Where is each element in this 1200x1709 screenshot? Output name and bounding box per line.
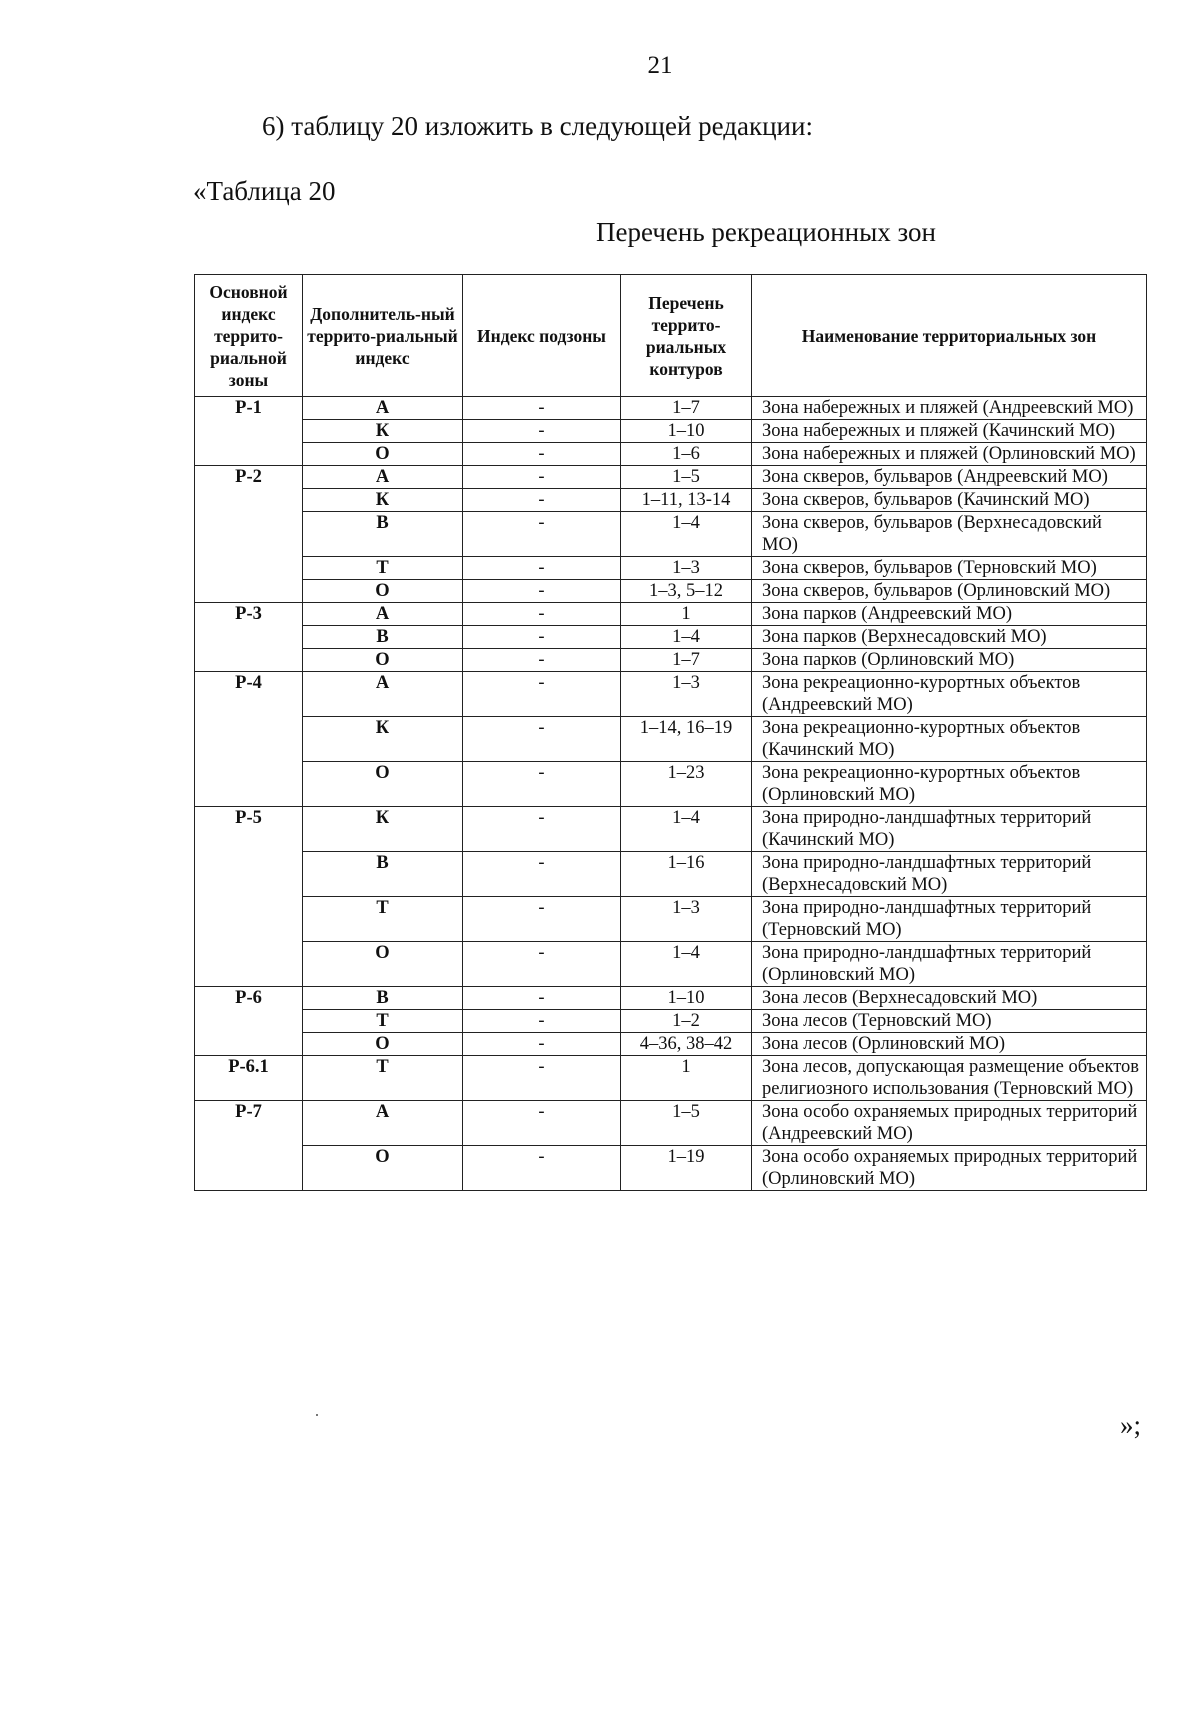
table-row [195, 489, 1147, 512]
contours-cell: 1 [621, 603, 752, 626]
zone-name-cell: Зона набережных и пляжей (Орлиновский МО) [752, 443, 1147, 466]
contours-cell: 1–11, 13-14 [621, 489, 752, 512]
subzone-index-cell: - [463, 580, 621, 603]
extra-index-cell: А [303, 1101, 463, 1146]
table-row [195, 603, 1147, 626]
zone-name-cell: Зона рекреационно-курортных объектов (Андреевский МО) [752, 672, 1147, 717]
zone-name-cell: Зона природно-ландшафтных территорий (Терновский МО) [752, 897, 1147, 942]
zone-name-cell: Зона лесов, допускающая размещение объектов религиозного использования (Терновский МО) [752, 1056, 1147, 1101]
zone-name-cell: Зона парков (Орлиновский МО) [752, 649, 1147, 672]
subzone-index-cell: - [463, 512, 621, 557]
extra-index-cell: В [303, 852, 463, 897]
closing-quote: »; [1120, 1410, 1142, 1440]
contours-cell: 4–36, 38–42 [621, 1033, 752, 1056]
extra-index-cell: Т [303, 1056, 463, 1101]
table-row [195, 897, 1147, 942]
extra-index-cell: К [303, 717, 463, 762]
table-body [195, 397, 1147, 1191]
subzone-index-cell: - [463, 466, 621, 489]
extra-index-cell: К [303, 420, 463, 443]
header-main-index: Основной индекс террито-риальной зоны [195, 275, 303, 397]
main-index-cell: Р-5 [195, 807, 303, 987]
scan-speck [316, 1414, 318, 1416]
header-zone-name: Наименование территориальных зон [752, 275, 1147, 397]
main-index-cell: Р-4 [195, 672, 303, 807]
contours-cell: 1–3 [621, 897, 752, 942]
table-title: Перечень рекреационных зон [596, 217, 936, 247]
zone-name-cell: Зона парков (Верхнесадовский МО) [752, 626, 1147, 649]
main-index-cell: Р-1 [195, 397, 303, 466]
extra-index-cell: А [303, 466, 463, 489]
contours-cell: 1–3 [621, 557, 752, 580]
table-row [195, 397, 1147, 420]
subzone-index-cell: - [463, 626, 621, 649]
zone-name-cell: Зона лесов (Терновский МО) [752, 1010, 1147, 1033]
table-caption: «Таблица 20 [193, 176, 336, 206]
subzone-index-cell: - [463, 807, 621, 852]
zone-name-cell: Зона парков (Андреевский МО) [752, 603, 1147, 626]
subzone-index-cell: - [463, 1033, 621, 1056]
zone-name-cell: Зона скверов, бульваров (Орлиновский МО) [752, 580, 1147, 603]
table-row [195, 672, 1147, 717]
zone-name-cell: Зона особо охраняемых природных территорий (Орлиновский МО) [752, 1146, 1147, 1191]
zone-name-cell: Зона рекреационно-курортных объектов (Качинский МО) [752, 717, 1147, 762]
main-index-cell: Р-6 [195, 987, 303, 1056]
table-row [195, 1101, 1147, 1146]
subzone-index-cell: - [463, 420, 621, 443]
contours-cell: 1–4 [621, 942, 752, 987]
subzone-index-cell: - [463, 987, 621, 1010]
table-row [195, 420, 1147, 443]
contours-cell: 1–5 [621, 1101, 752, 1146]
extra-index-cell: О [303, 649, 463, 672]
table-row [195, 466, 1147, 489]
extra-index-cell: К [303, 489, 463, 512]
table-row [195, 717, 1147, 762]
zone-name-cell: Зона скверов, бульваров (Андреевский МО) [752, 466, 1147, 489]
contours-cell: 1–2 [621, 1010, 752, 1033]
subzone-index-cell: - [463, 603, 621, 626]
extra-index-cell: О [303, 443, 463, 466]
table-row [195, 443, 1147, 466]
zone-name-cell: Зона природно-ландшафтных территорий (Верхнесадовский МО) [752, 852, 1147, 897]
table-row [195, 852, 1147, 897]
zone-name-cell: Зона скверов, бульваров (Качинский МО) [752, 489, 1147, 512]
zone-name-cell: Зона скверов, бульваров (Верхнесадовский МО) [752, 512, 1147, 557]
main-index-cell: Р-7 [195, 1101, 303, 1191]
extra-index-cell: В [303, 987, 463, 1010]
table-header-row [195, 275, 1147, 397]
zone-name-cell: Зона рекреационно-курортных объектов (Орлиновский МО) [752, 762, 1147, 807]
subzone-index-cell: - [463, 672, 621, 717]
zone-name-cell: Зона лесов (Орлиновский МО) [752, 1033, 1147, 1056]
extra-index-cell: К [303, 807, 463, 852]
contours-cell: 1–19 [621, 1146, 752, 1191]
zone-name-cell: Зона скверов, бульваров (Терновский МО) [752, 557, 1147, 580]
zone-name-cell: Зона набережных и пляжей (Андреевский МО) [752, 397, 1147, 420]
subzone-index-cell: - [463, 443, 621, 466]
zone-name-cell: Зона набережных и пляжей (Качинский МО) [752, 420, 1147, 443]
contours-cell: 1–6 [621, 443, 752, 466]
contours-cell: 1–14, 16–19 [621, 717, 752, 762]
subzone-index-cell: - [463, 397, 621, 420]
extra-index-cell: О [303, 580, 463, 603]
zone-name-cell: Зона природно-ландшафтных территорий (Орлиновский МО) [752, 942, 1147, 987]
table-row [195, 987, 1147, 1010]
table-row [195, 1010, 1147, 1033]
extra-index-cell: Т [303, 1010, 463, 1033]
contours-cell: 1–23 [621, 762, 752, 807]
contours-cell: 1–4 [621, 626, 752, 649]
contours-cell: 1–10 [621, 987, 752, 1010]
table-row [195, 557, 1147, 580]
subzone-index-cell: - [463, 489, 621, 512]
contours-cell: 1 [621, 1056, 752, 1101]
contours-cell: 1–5 [621, 466, 752, 489]
main-index-cell: Р-3 [195, 603, 303, 672]
header-subzone-index: Индекс подзоны [463, 275, 621, 397]
page-number: 21 [647, 52, 673, 79]
subzone-index-cell: - [463, 762, 621, 807]
extra-index-cell: А [303, 672, 463, 717]
extra-index-cell: О [303, 1146, 463, 1191]
zone-name-cell: Зона особо охраняемых природных территорий (Андреевский МО) [752, 1101, 1147, 1146]
extra-index-cell: О [303, 762, 463, 807]
table-row [195, 649, 1147, 672]
extra-index-cell: В [303, 512, 463, 557]
contours-cell: 1–7 [621, 649, 752, 672]
main-index-cell: Р-2 [195, 466, 303, 603]
contours-cell: 1–4 [621, 512, 752, 557]
subzone-index-cell: - [463, 1146, 621, 1191]
table-row [195, 942, 1147, 987]
subzone-index-cell: - [463, 557, 621, 580]
main-index-cell: Р-6.1 [195, 1056, 303, 1101]
table-row [195, 1056, 1147, 1101]
subzone-index-cell: - [463, 1101, 621, 1146]
recreation-zones-table [194, 274, 1147, 1191]
header-contours: Перечень террито-риальных контуров [621, 275, 752, 397]
subzone-index-cell: - [463, 942, 621, 987]
contours-cell: 1–3 [621, 672, 752, 717]
extra-index-cell: В [303, 626, 463, 649]
subzone-index-cell: - [463, 649, 621, 672]
table-row [195, 1033, 1147, 1056]
subzone-index-cell: - [463, 852, 621, 897]
zone-name-cell: Зона природно-ландшафтных территорий (Качинский МО) [752, 807, 1147, 852]
table-row [195, 1146, 1147, 1191]
table-row [195, 626, 1147, 649]
contours-cell: 1–7 [621, 397, 752, 420]
subzone-index-cell: - [463, 1010, 621, 1033]
contours-cell: 1–10 [621, 420, 752, 443]
contours-cell: 1–3, 5–12 [621, 580, 752, 603]
extra-index-cell: О [303, 1033, 463, 1056]
subzone-index-cell: - [463, 1056, 621, 1101]
extra-index-cell: Т [303, 557, 463, 580]
contours-cell: 1–16 [621, 852, 752, 897]
extra-index-cell: О [303, 942, 463, 987]
extra-index-cell: Т [303, 897, 463, 942]
table-row [195, 762, 1147, 807]
instruction-text: 6) таблицу 20 изложить в следующей редакции: [262, 111, 813, 141]
zone-name-cell: Зона лесов (Верхнесадовский МО) [752, 987, 1147, 1010]
extra-index-cell: А [303, 603, 463, 626]
header-extra-index: Дополнитель-ный террито-риальный индекс [303, 275, 463, 397]
table-row [195, 512, 1147, 557]
subzone-index-cell: - [463, 897, 621, 942]
table-row [195, 807, 1147, 852]
contours-cell: 1–4 [621, 807, 752, 852]
subzone-index-cell: - [463, 717, 621, 762]
table-row [195, 580, 1147, 603]
extra-index-cell: А [303, 397, 463, 420]
